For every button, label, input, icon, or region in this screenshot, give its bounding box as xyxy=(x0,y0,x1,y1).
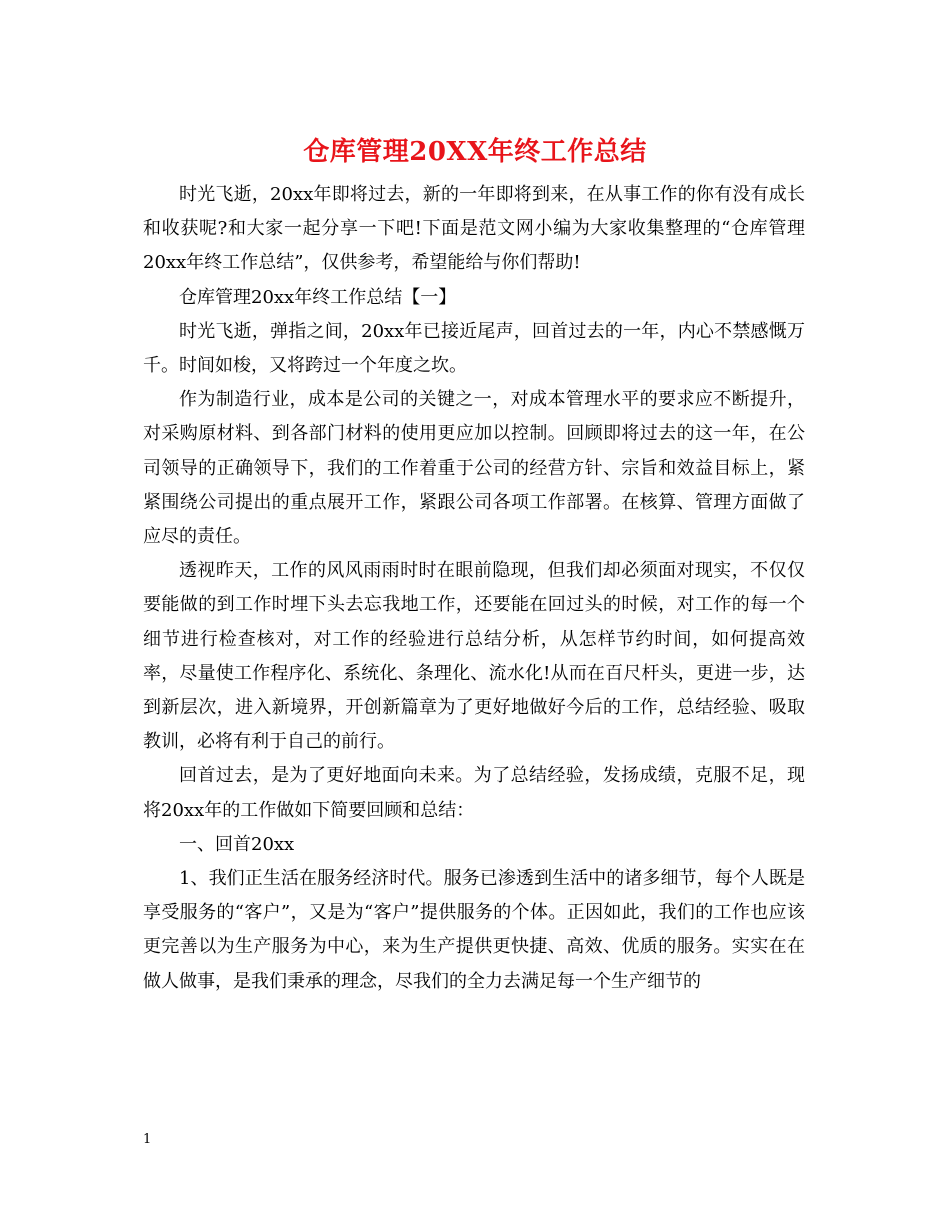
document-title: 仓库管理20XX年终工作总结 xyxy=(303,137,647,167)
document-body xyxy=(143,178,805,999)
body-paragraph: 1、我们正生活在服务经济时代。服务已渗透到生活中的诸多细节，每个人既是享受服务的“客户”，又是为“客户”提供服务的个体。正因如此，我们的工作也应该更完善以为生产服务为中心，来为生产提供更快捷、高效、优质的服务。实实在在做人做事，是我们秉承的理念，尽我们的全力去满足每一个生产细节的 xyxy=(143,868,805,992)
section-heading: 仓库管理20xx年终工作总结【一】 xyxy=(179,286,457,308)
subsection-heading: 一、回首20xx xyxy=(179,833,295,855)
intro-paragraph: 时光飞逝，20xx年即将过去，新的一年即将到来，在从事工作的你有没有成长和收获呢?和大家一起分享一下吧!下面是范文网小编为大家收集整理的“仓库管理20xx年终工作总结”，仅供参考，希望能给与你们帮助! xyxy=(143,184,805,274)
body-paragraph: 时光飞逝，弹指之间，20xx年已接近尾声，回首过去的一年，内心不禁感慨万千。时间如梭，又将跨过一个年度之坎。 xyxy=(143,320,805,377)
body-paragraph: 回首过去，是为了更好地面向未来。为了总结经验，发扬成绩，克服不足，现将20xx年的工作做如下简要回顾和总结： xyxy=(143,765,805,821)
body-paragraph: 透视昨天，工作的风风雨雨时时在眼前隐现，但我们却必须面对现实，不仅仅要能做的到工作时埋下头去忘我地工作，还要能在回过头的时候，对工作的每一个细节进行检查核对，对工作的经验进行总结分析，从怎样节约时间，如何提高效率，尽量使工作程序化、系统化、条理化、流水化!从而在百尺杆头，更进一步，达到新层次，进入新境界，开创新篇章为了更好地做好今后的工作，总结经验、吸取教训，必将有利于自己的前行。 xyxy=(143,560,805,753)
page-number: 1 xyxy=(143,1132,152,1147)
body-paragraph: 作为制造行业，成本是公司的关键之一，对成本管理水平的要求应不断提升，对采购原材料、到各部门材料的使用更应加以控制。回顾即将过去的这一年，在公司领导的正确领导下，我们的工作着重于公司的经营方针、宗旨和效益目标上，紧紧围绕公司提出的重点展开工作，紧跟公司各项工作部署。在核算、管理方面做了应尽的责任。 xyxy=(143,389,805,548)
